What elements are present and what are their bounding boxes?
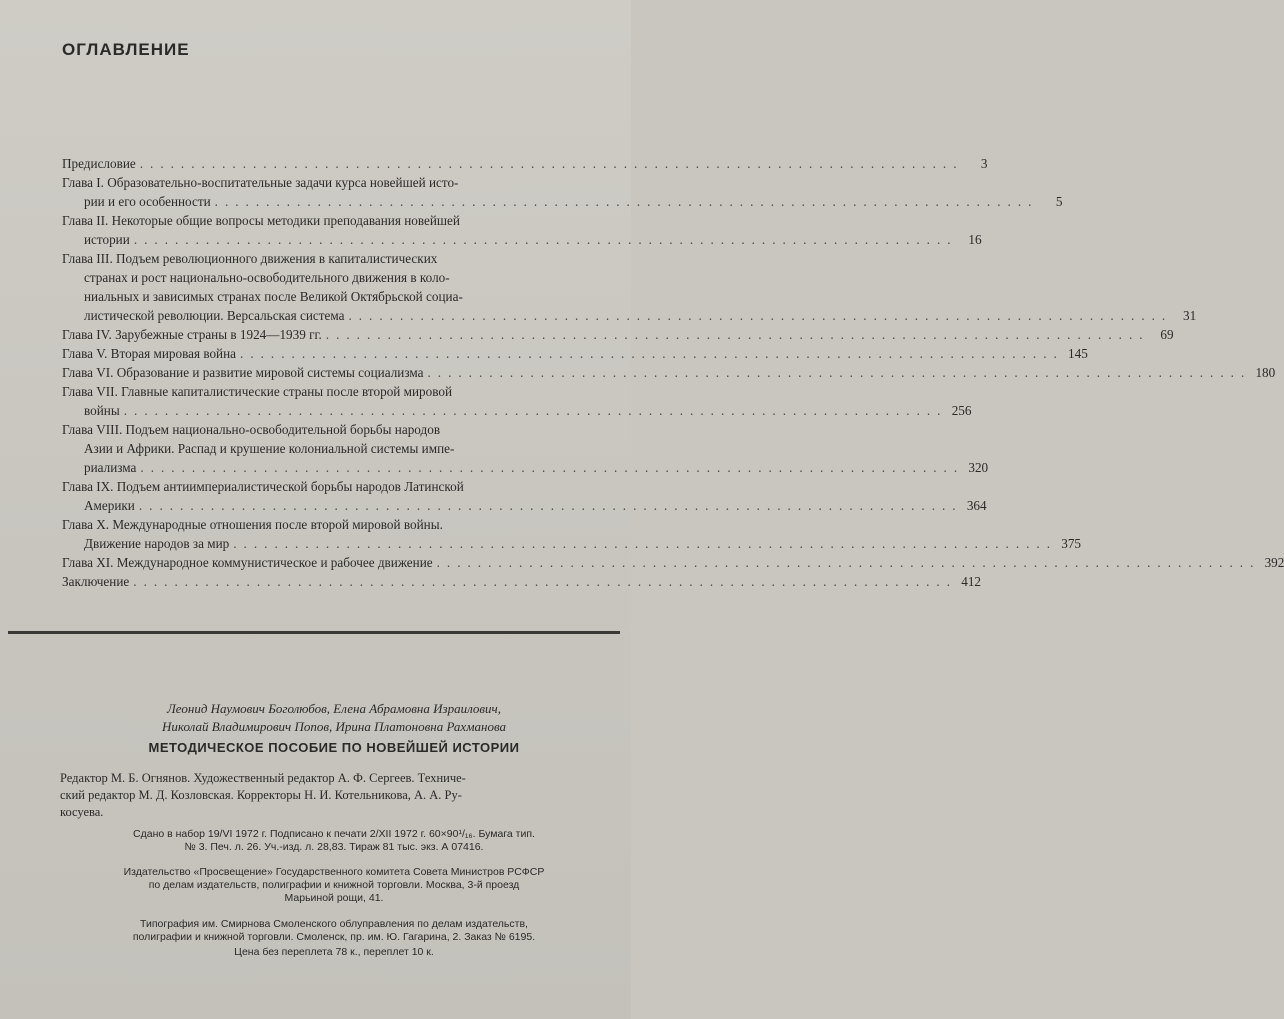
toc-entry bbox=[62, 363, 1276, 382]
price: Цена без переплета 78 к., переплет 10 к. bbox=[234, 946, 434, 958]
toc-leader-dots: ................................................................................ bbox=[214, 194, 1039, 209]
toc-line bbox=[62, 534, 1081, 553]
toc-line-text: Глава III. Подъем революционного движения в капиталистических bbox=[62, 251, 438, 266]
page-title: ОГЛАВЛЕНИЕ bbox=[62, 40, 190, 59]
toc-line bbox=[62, 173, 604, 192]
toc-line bbox=[62, 268, 604, 287]
toc-entry bbox=[62, 325, 1174, 344]
toc-entry bbox=[62, 173, 1063, 211]
publisher-line: Марьиной рощи, 41. bbox=[284, 892, 384, 904]
authors-line: Николай Владимирович Попов, Ирина Платоновна Рахманова bbox=[162, 719, 506, 734]
toc-line-text: ниальных и зависимых странах после Великой Октябрьской социа- bbox=[84, 289, 463, 304]
toc-leader-dots: ................................................................................ bbox=[240, 346, 1064, 361]
toc-line bbox=[62, 496, 987, 515]
toc-line-text: Глава XI. Международное коммунистическое и рабочее движение bbox=[62, 555, 433, 570]
toc-line bbox=[62, 382, 604, 401]
toc-line bbox=[62, 401, 972, 420]
toc-leader-dots: ................................................................................ bbox=[139, 156, 964, 171]
toc-line bbox=[62, 154, 988, 173]
typography-line: Типография им. Смирнова Смоленского облуправления по делам издательств, bbox=[140, 918, 528, 930]
toc-page-number: 5 bbox=[1055, 194, 1063, 209]
editors-line: ский редактор М. Д. Козловская. Корректоры Н. И. Котельникова, А. А. Ру- bbox=[60, 788, 462, 802]
toc-entry bbox=[62, 382, 972, 420]
toc-page-number: 320 bbox=[968, 460, 989, 475]
toc-line-text: истории bbox=[84, 232, 130, 247]
toc-line-text: Глава X. Международные отношения после второй мировой войны. bbox=[62, 517, 443, 532]
toc-leader-dots: ................................................................................ bbox=[436, 555, 1261, 570]
toc-line bbox=[62, 363, 1276, 382]
toc-entry bbox=[62, 477, 987, 515]
toc-leader-dots: ................................................................................ bbox=[427, 365, 1252, 380]
editors-line: Редактор М. Б. Огнянов. Художественный редактор А. Ф. Сергеев. Техниче- bbox=[60, 771, 466, 785]
toc-line-text: Движение народов за мир bbox=[84, 536, 230, 551]
toc-line-text: Глава VII. Главные капиталистические страны после второй мировой bbox=[62, 384, 453, 399]
toc-leader-dots: ................................................................................ bbox=[348, 308, 1173, 323]
toc-page-number: 16 bbox=[968, 232, 982, 247]
toc-line-text: Глава IX. Подъем антиимпериалистической борьбы народов Латинской bbox=[62, 479, 464, 494]
toc-line-text: Глава II. Некоторые общие вопросы методики преподавания новейшей bbox=[62, 213, 460, 228]
authors bbox=[60, 700, 608, 736]
typography-info bbox=[60, 918, 608, 944]
toc-line-text: Глава I. Образовательно-воспитательные задачи курса новейшей исто- bbox=[62, 175, 459, 190]
toc-entry bbox=[62, 515, 1081, 553]
toc-line-text: Азии и Африки. Распад и крушение колониальной системы импе- bbox=[84, 441, 455, 456]
toc-line bbox=[62, 515, 604, 534]
toc-line bbox=[62, 211, 604, 230]
toc-line-text: войны bbox=[84, 403, 120, 418]
toc-page-number: 256 bbox=[951, 403, 972, 418]
toc-line bbox=[62, 192, 1063, 211]
toc-leader-dots: ................................................................................ bbox=[140, 460, 965, 475]
publisher-info bbox=[60, 866, 608, 905]
toc-page-number: 69 bbox=[1160, 327, 1174, 342]
editors bbox=[60, 770, 608, 821]
toc-line bbox=[62, 344, 1088, 363]
toc-line bbox=[62, 439, 604, 458]
table-of-contents bbox=[62, 154, 1284, 591]
toc-line bbox=[62, 306, 1197, 325]
toc-page-number: 31 bbox=[1183, 308, 1197, 323]
typography-line: полиграфии и книжной торговли. Смоленск, пр. им. Ю. Гагарина, 2. Заказ № 6195. bbox=[132, 931, 536, 943]
toc-line-text: Предисловие bbox=[62, 156, 136, 171]
toc-line-text: Глава V. Вторая мировая война bbox=[62, 346, 237, 361]
toc-page-number: 375 bbox=[1061, 536, 1081, 551]
toc-page-number: 364 bbox=[966, 498, 987, 513]
toc-line bbox=[62, 230, 982, 249]
authors-line: Леонид Наумович Боголюбов, Елена Абрамовна Израилович, bbox=[166, 701, 502, 716]
toc-line bbox=[62, 477, 604, 496]
toc-page-number: 392 bbox=[1264, 555, 1284, 570]
toc-line bbox=[62, 458, 989, 477]
toc-line bbox=[62, 572, 982, 591]
print-details-line: № 3. Печ. л. 26. Уч.-изд. л. 28,83. Тираж 81 тыс. экз. А 07416. bbox=[184, 841, 484, 853]
print-details-line: Сдано в набор 19/VI 1972 г. Подписано к печати 2/XII 1972 г. 60×90¹/₁₆. Бумага тип. bbox=[133, 828, 535, 840]
toc-line-text: Глава VIII. Подъем национально-освободительной борьбы народов bbox=[62, 422, 441, 437]
toc-leader-dots: ................................................................................ bbox=[138, 498, 963, 513]
toc-leader-dots: ................................................................................ bbox=[325, 327, 1150, 342]
toc-line-text: рии и его особенности bbox=[84, 194, 211, 209]
toc-entry bbox=[62, 572, 982, 591]
toc-line bbox=[62, 553, 1284, 572]
toc-entry bbox=[62, 249, 1197, 325]
toc-line-text: Глава VI. Образование и развитие мировой системы социализма bbox=[62, 365, 424, 380]
toc-line-text: Заключение bbox=[62, 574, 130, 589]
toc-entry bbox=[62, 211, 982, 249]
toc-line-text: листической революции. Версальская система bbox=[84, 308, 345, 323]
toc-leader-dots: ................................................................................ bbox=[123, 403, 948, 418]
toc-line-text: Америки bbox=[84, 498, 135, 513]
toc-line bbox=[62, 249, 604, 268]
toc-entry bbox=[62, 553, 1284, 572]
publisher-line: Издательство «Просвещение» Государственного комитета Совета Министров РСФСР bbox=[123, 866, 545, 878]
toc-line-text: Глава IV. Зарубежные страны в 1924—1939 гг. bbox=[62, 327, 322, 342]
toc-page-number: 412 bbox=[961, 574, 982, 589]
toc-page-number: 3 bbox=[980, 156, 988, 171]
toc-line-text: риализма bbox=[84, 460, 137, 475]
toc-page-number: 145 bbox=[1068, 346, 1088, 361]
toc-line-text: странах и рост национально-освободительного движения в коло- bbox=[84, 270, 450, 285]
book-title: МЕТОДИЧЕСКОЕ ПОСОБИЕ ПО НОВЕЙШЕЙ ИСТОРИИ bbox=[148, 740, 520, 755]
toc-line bbox=[62, 325, 1174, 344]
editors-line: косуева. bbox=[60, 805, 104, 819]
toc-page-number: 180 bbox=[1255, 365, 1276, 380]
toc-entry bbox=[62, 420, 989, 477]
publisher-line: по делам издательств, полиграфии и книжной торговли. Москва, 3-й проезд bbox=[148, 879, 520, 891]
toc-entry bbox=[62, 154, 988, 173]
toc-entry bbox=[62, 344, 1088, 363]
toc-leader-dots: ................................................................................ bbox=[133, 574, 958, 589]
toc-leader-dots: ................................................................................ bbox=[233, 536, 1057, 551]
toc-line bbox=[62, 287, 604, 306]
horizontal-divider bbox=[8, 631, 620, 634]
toc-line bbox=[62, 420, 604, 439]
toc-leader-dots: ................................................................................ bbox=[133, 232, 958, 247]
print-details bbox=[60, 828, 608, 854]
